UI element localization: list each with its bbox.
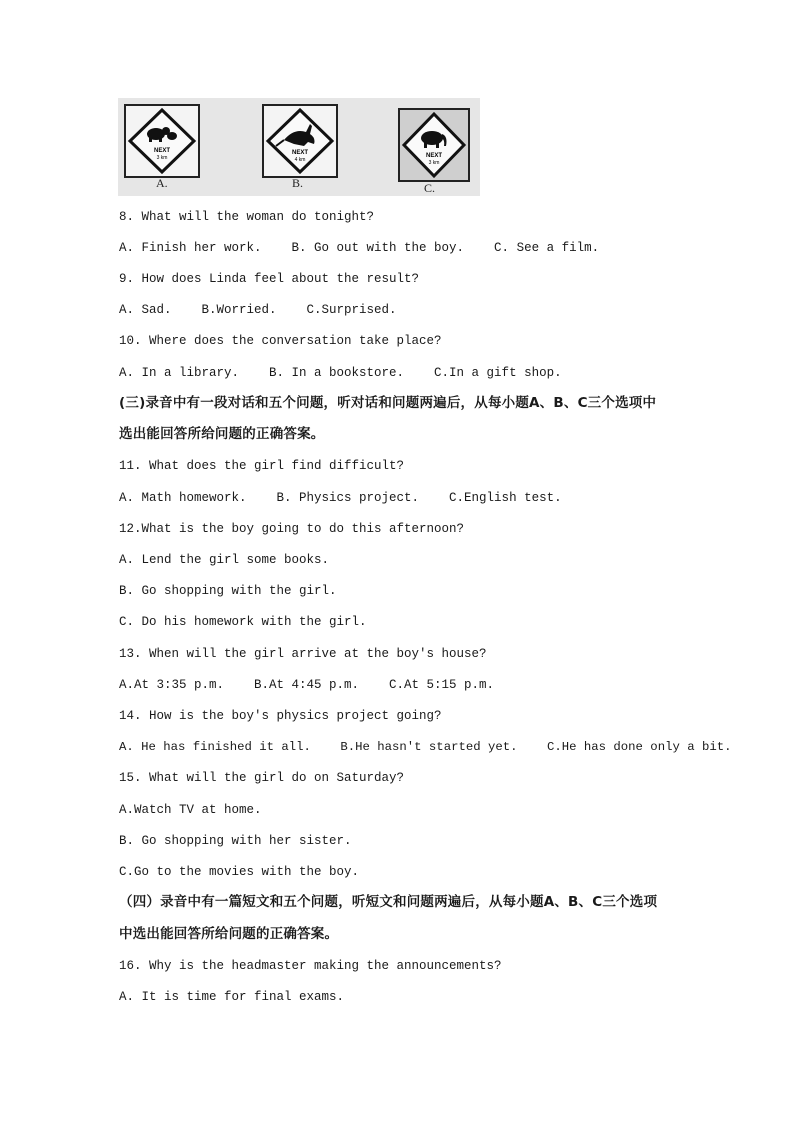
sign-a xyxy=(124,104,200,178)
question-9: 9. How does Linda feel about the result? xyxy=(119,272,420,286)
svg-text:NEXT: NEXT xyxy=(153,148,171,154)
elephant-icon xyxy=(400,110,468,180)
options-14: A. He has finished it all. B.He hasn't started yet. C.He has done only a bit. xyxy=(119,740,732,754)
sign-b xyxy=(262,104,338,178)
svg-text:NEXT: NEXT xyxy=(425,153,443,159)
option-12c: C. Do his homework with the girl. xyxy=(119,615,367,629)
options-11: A. Math homework. B. Physics project. C.English test. xyxy=(119,491,562,505)
question-16: 16. Why is the headmaster making the announcements? xyxy=(119,959,502,973)
option-15b: B. Go shopping with her sister. xyxy=(119,834,352,848)
question-11: 11. What does the girl find difficult? xyxy=(119,459,405,473)
options-9: A. Sad. B.Worried. C.Surprised. xyxy=(119,303,397,317)
bear-icon xyxy=(126,106,198,176)
question-14: 14. How is the boy's physics project going? xyxy=(119,709,442,723)
options-10: A. In a library. B. In a bookstore. C.In a gift shop. xyxy=(119,366,562,380)
kangaroo-icon xyxy=(264,106,336,176)
option-12b: B. Go shopping with the girl. xyxy=(119,584,337,598)
options-8: A. Finish her work. B. Go out with the boy. C. See a film. xyxy=(119,241,600,255)
option-15c: C.Go to the movies with the boy. xyxy=(119,865,360,879)
question-8: 8. What will the woman do tonight? xyxy=(119,210,375,224)
section-3-instruction: (三)录音中有一段对话和五个问题，听对话和问题两遍后，从每小题A、B、C三个选项中 xyxy=(119,395,657,411)
question-12: 12.What is the boy going to do this afternoon? xyxy=(119,522,465,536)
section-3-instruction-cont: 选出能回答所给问题的正确答案。 xyxy=(119,426,325,442)
svg-text:3 km: 3 km xyxy=(428,160,440,166)
question-13: 13. When will the girl arrive at the boy's house? xyxy=(119,647,487,661)
section-4-instruction-cont: 中选出能回答所给问题的正确答案。 xyxy=(119,926,339,942)
question-15: 15. What will the girl do on Saturday? xyxy=(119,771,405,785)
svg-text:3 km: 3 km xyxy=(156,155,168,161)
sign-b-label: B. xyxy=(292,176,304,190)
sign-c-label: C. xyxy=(424,181,436,195)
sign-c xyxy=(398,108,470,182)
road-sign-figure xyxy=(118,98,480,196)
svg-text:NEXT: NEXT xyxy=(291,150,309,156)
svg-text:4 km: 4 km xyxy=(294,157,306,163)
option-15a: A.Watch TV at home. xyxy=(119,803,262,817)
option-12a: A. Lend the girl some books. xyxy=(119,553,330,567)
option-16a: A. It is time for final exams. xyxy=(119,990,345,1004)
options-13: A.At 3:35 p.m. B.At 4:45 p.m. C.At 5:15 p.m. xyxy=(119,678,495,692)
section-4-instruction: （四）录音中有一篇短文和五个问题，听短文和问题两遍后，从每小题A、B、C三个选项 xyxy=(119,894,658,910)
sign-a-label: A. xyxy=(156,176,168,190)
question-10: 10. Where does the conversation take place? xyxy=(119,334,442,348)
